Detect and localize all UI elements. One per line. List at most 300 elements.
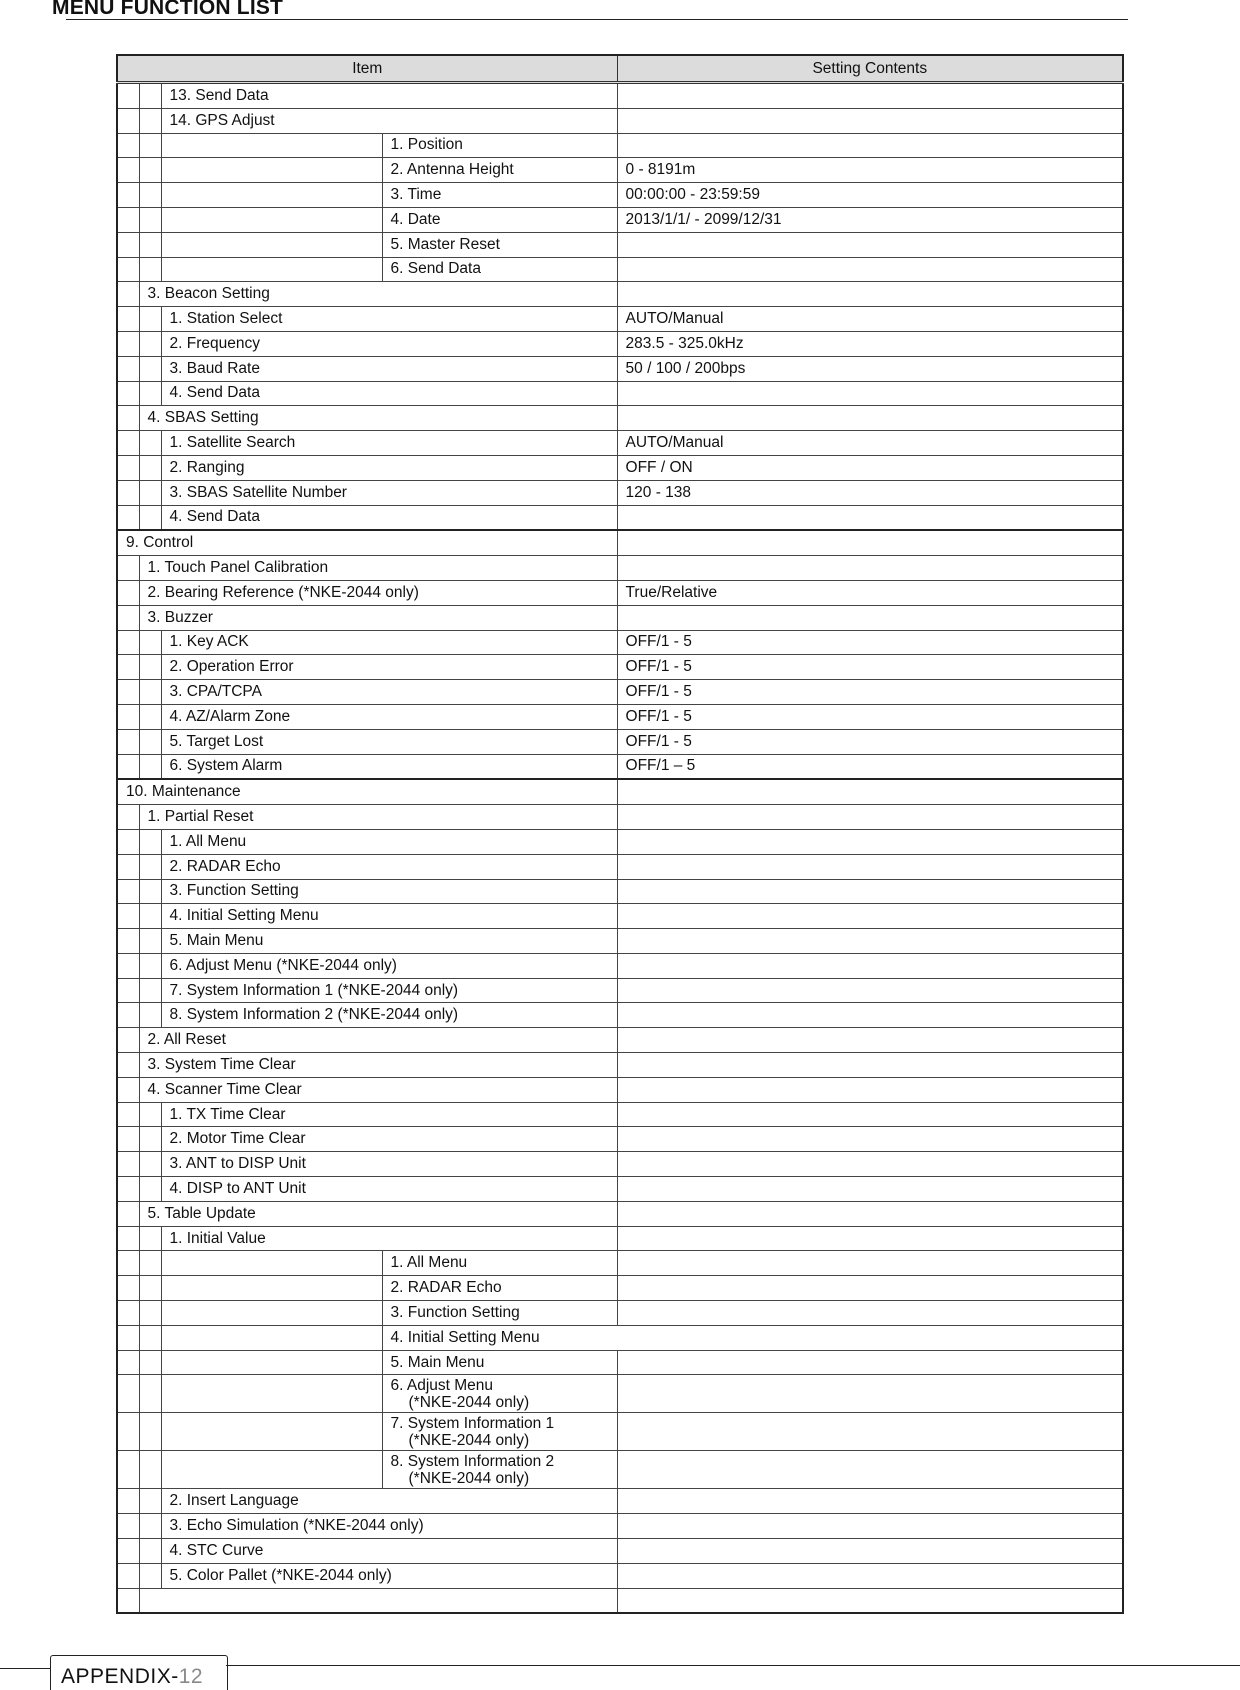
indent-cell xyxy=(161,1451,382,1489)
indent-cell xyxy=(161,1375,382,1413)
setting-cell: 283.5 - 325.0kHz xyxy=(617,331,1123,356)
setting-cell xyxy=(617,1053,1123,1078)
page-number xyxy=(61,1665,203,1689)
item-cell: 6. System Alarm xyxy=(161,754,617,779)
item-note: (*NKE-2044 only) xyxy=(408,1393,530,1411)
indent-cell xyxy=(139,1350,161,1375)
item-cell: 2. Operation Error xyxy=(161,655,617,680)
item-cell: 14. GPS Adjust xyxy=(161,108,617,133)
setting-cell xyxy=(617,1588,1123,1613)
item-cell xyxy=(382,1413,617,1451)
table-row xyxy=(117,779,1123,804)
indent-cell xyxy=(117,953,139,978)
indent-cell xyxy=(139,1152,161,1177)
indent-cell xyxy=(117,331,139,356)
setting-cell xyxy=(617,83,1123,109)
item-cell: 5. Table Update xyxy=(139,1201,617,1226)
indent-cell xyxy=(117,1514,139,1539)
setting-cell xyxy=(617,605,1123,630)
table-row xyxy=(117,805,1123,830)
setting-cell xyxy=(617,282,1123,307)
item-cell: 1. Partial Reset xyxy=(139,805,617,830)
item-cell: 4. Send Data xyxy=(161,505,617,530)
indent-cell xyxy=(117,655,139,680)
indent-cell xyxy=(139,1413,161,1451)
setting-cell xyxy=(617,1177,1123,1202)
indent-cell xyxy=(139,1102,161,1127)
setting-cell xyxy=(617,133,1123,158)
table-row xyxy=(117,1177,1123,1202)
item-cell: 3. Time xyxy=(382,183,617,208)
setting-cell xyxy=(617,257,1123,282)
indent-cell xyxy=(117,406,139,431)
table-row xyxy=(117,655,1123,680)
table-row xyxy=(117,904,1123,929)
indent-cell xyxy=(117,232,139,257)
item-cell: 3. SBAS Satellite Number xyxy=(161,480,617,505)
indent-cell xyxy=(117,904,139,929)
menu-function-table xyxy=(116,54,1124,1614)
item-cell: 3. Baud Rate xyxy=(161,356,617,381)
table-row xyxy=(117,854,1123,879)
indent-cell xyxy=(139,879,161,904)
indent-cell xyxy=(117,1350,139,1375)
item-cell: 5. Main Menu xyxy=(382,1350,617,1375)
table-row xyxy=(117,1514,1123,1539)
indent-cell xyxy=(139,1539,161,1564)
item-cell: 4. DISP to ANT Unit xyxy=(161,1177,617,1202)
indent-cell xyxy=(139,1325,161,1350)
table-row xyxy=(117,605,1123,630)
setting-cell xyxy=(617,1514,1123,1539)
item-cell: 1. TX Time Clear xyxy=(161,1102,617,1127)
setting-cell xyxy=(617,879,1123,904)
indent-cell xyxy=(139,158,161,183)
header-setting-contents: Setting Contents xyxy=(617,55,1123,83)
indent-cell xyxy=(139,431,161,456)
item-cell: 10. Maintenance xyxy=(117,779,617,804)
indent-cell xyxy=(117,805,139,830)
item-cell: 3. System Time Clear xyxy=(139,1053,617,1078)
setting-cell xyxy=(617,1028,1123,1053)
item-cell: 4. STC Curve xyxy=(161,1539,617,1564)
table-row xyxy=(117,1276,1123,1301)
item-cell: 4. Send Data xyxy=(161,381,617,406)
item-cell: 1. Touch Panel Calibration xyxy=(139,556,617,581)
indent-cell xyxy=(117,580,139,605)
setting-cell: OFF/1 – 5 xyxy=(617,754,1123,779)
indent-cell xyxy=(139,704,161,729)
item-cell: 4. Scanner Time Clear xyxy=(139,1077,617,1102)
setting-cell xyxy=(617,1413,1123,1451)
indent-cell xyxy=(117,1028,139,1053)
indent-cell xyxy=(161,183,382,208)
page-title: MENU FUNCTION LIST xyxy=(52,0,284,19)
indent-cell xyxy=(117,1451,139,1489)
item-cell xyxy=(382,1375,617,1413)
table-row xyxy=(117,953,1123,978)
setting-cell xyxy=(617,929,1123,954)
indent-cell xyxy=(139,1251,161,1276)
indent-cell xyxy=(139,133,161,158)
table-row xyxy=(117,1053,1123,1078)
setting-cell: 120 - 138 xyxy=(617,480,1123,505)
item-cell: 2. RADAR Echo xyxy=(161,854,617,879)
item-cell: 4. SBAS Setting xyxy=(139,406,617,431)
setting-cell: OFF/1 - 5 xyxy=(617,655,1123,680)
table-row xyxy=(117,1451,1123,1489)
table-row xyxy=(117,257,1123,282)
item-cell: 1. All Menu xyxy=(382,1251,617,1276)
setting-cell xyxy=(617,829,1123,854)
indent-cell xyxy=(117,307,139,332)
footer-page: 12 xyxy=(178,1665,204,1688)
indent-cell xyxy=(117,455,139,480)
item-cell: 1. Position xyxy=(382,133,617,158)
indent-cell xyxy=(117,381,139,406)
indent-cell xyxy=(117,729,139,754)
item-cell: 5. Main Menu xyxy=(161,929,617,954)
table-row xyxy=(117,207,1123,232)
indent-cell xyxy=(139,505,161,530)
table-row xyxy=(117,505,1123,530)
footer-rule xyxy=(226,1665,1240,1666)
item-cell: 3. CPA/TCPA xyxy=(161,680,617,705)
table-row xyxy=(117,381,1123,406)
item-cell: 13. Send Data xyxy=(161,83,617,109)
table-row xyxy=(117,1301,1123,1326)
indent-cell xyxy=(117,183,139,208)
indent-cell xyxy=(139,1375,161,1413)
indent-cell xyxy=(117,829,139,854)
item-cell: 4. Initial Setting Menu xyxy=(382,1325,1123,1350)
indent-cell xyxy=(117,1226,139,1251)
indent-cell xyxy=(161,158,382,183)
item-cell: 2. RADAR Echo xyxy=(382,1276,617,1301)
item-cell: 4. AZ/Alarm Zone xyxy=(161,704,617,729)
item-cell: 9. Control xyxy=(117,530,617,555)
table-row xyxy=(117,1563,1123,1588)
item-cell: 4. Date xyxy=(382,207,617,232)
table-row xyxy=(117,1127,1123,1152)
indent-cell xyxy=(139,754,161,779)
title-rule xyxy=(66,19,1128,20)
item-label: 8. System Information 2 xyxy=(390,1452,555,1470)
indent-cell xyxy=(117,1301,139,1326)
table-row xyxy=(117,680,1123,705)
indent-cell xyxy=(117,1177,139,1202)
item-note: (*NKE-2044 only) xyxy=(408,1469,530,1487)
table-row xyxy=(117,1226,1123,1251)
table-row xyxy=(117,1539,1123,1564)
indent-cell xyxy=(117,282,139,307)
item-cell: 1. Key ACK xyxy=(161,630,617,655)
table-row xyxy=(117,704,1123,729)
indent-cell xyxy=(139,1127,161,1152)
item-note: (*NKE-2044 only) xyxy=(408,1431,530,1449)
indent-cell xyxy=(117,1588,139,1613)
table-row xyxy=(117,83,1123,109)
indent-cell xyxy=(139,1451,161,1489)
setting-cell: 0 - 8191m xyxy=(617,158,1123,183)
indent-cell xyxy=(139,953,161,978)
item-cell: 2. Antenna Height xyxy=(382,158,617,183)
indent-cell xyxy=(117,1539,139,1564)
indent-cell xyxy=(139,904,161,929)
item-cell: 3. Echo Simulation (*NKE-2044 only) xyxy=(161,1514,617,1539)
indent-cell xyxy=(117,605,139,630)
table-row xyxy=(117,431,1123,456)
header-item: Item xyxy=(117,55,617,83)
item-cell: 4. Initial Setting Menu xyxy=(161,904,617,929)
table-row xyxy=(117,829,1123,854)
indent-cell xyxy=(161,1301,382,1326)
indent-cell xyxy=(139,1003,161,1028)
indent-cell xyxy=(139,1177,161,1202)
setting-cell: OFF/1 - 5 xyxy=(617,680,1123,705)
item-cell: 7. System Information 1 (*NKE-2044 only) xyxy=(161,978,617,1003)
setting-cell xyxy=(617,1003,1123,1028)
setting-cell xyxy=(617,1127,1123,1152)
table-row xyxy=(117,1077,1123,1102)
indent-cell xyxy=(139,854,161,879)
setting-cell: True/Relative xyxy=(617,580,1123,605)
indent-cell xyxy=(117,505,139,530)
indent-cell xyxy=(161,257,382,282)
indent-cell xyxy=(139,1301,161,1326)
indent-cell xyxy=(139,1226,161,1251)
indent-cell xyxy=(139,207,161,232)
item-cell: 1. Satellite Search xyxy=(161,431,617,456)
indent-cell xyxy=(139,480,161,505)
indent-cell xyxy=(117,356,139,381)
table-header-row xyxy=(117,55,1123,83)
table-row xyxy=(117,1102,1123,1127)
setting-cell xyxy=(617,530,1123,555)
setting-cell xyxy=(617,1375,1123,1413)
table-row xyxy=(117,331,1123,356)
indent-cell xyxy=(117,480,139,505)
setting-cell xyxy=(617,1102,1123,1127)
setting-cell xyxy=(617,1077,1123,1102)
indent-cell xyxy=(117,630,139,655)
item-cell: 3. Function Setting xyxy=(382,1301,617,1326)
indent-cell xyxy=(117,83,139,109)
item-label: 6. Adjust Menu xyxy=(390,1376,494,1394)
indent-cell xyxy=(139,1489,161,1514)
setting-cell: AUTO/Manual xyxy=(617,431,1123,456)
table-row xyxy=(117,455,1123,480)
item-cell: 5. Color Pallet (*NKE-2044 only) xyxy=(161,1563,617,1588)
item-cell: 2. Motor Time Clear xyxy=(161,1127,617,1152)
table-row xyxy=(117,158,1123,183)
indent-cell xyxy=(139,331,161,356)
setting-cell xyxy=(617,1451,1123,1489)
item-cell: 1. All Menu xyxy=(161,829,617,854)
table-row xyxy=(117,580,1123,605)
table-row xyxy=(117,754,1123,779)
indent-cell xyxy=(161,232,382,257)
indent-cell xyxy=(161,133,382,158)
indent-cell xyxy=(117,1201,139,1226)
table-row xyxy=(117,1375,1123,1413)
setting-cell xyxy=(617,978,1123,1003)
indent-cell xyxy=(139,655,161,680)
item-cell xyxy=(382,1451,617,1489)
table-row xyxy=(117,480,1123,505)
setting-cell xyxy=(617,556,1123,581)
indent-cell xyxy=(117,754,139,779)
setting-cell xyxy=(617,953,1123,978)
setting-cell xyxy=(617,381,1123,406)
indent-cell xyxy=(161,1276,382,1301)
table-row xyxy=(117,356,1123,381)
indent-cell xyxy=(117,1251,139,1276)
item-cell: 2. Frequency xyxy=(161,331,617,356)
item-cell: 2. All Reset xyxy=(139,1028,617,1053)
setting-cell xyxy=(617,1489,1123,1514)
indent-cell xyxy=(117,133,139,158)
setting-cell xyxy=(617,1563,1123,1588)
setting-cell xyxy=(617,406,1123,431)
indent-cell xyxy=(139,829,161,854)
item-cell: 1. Station Select xyxy=(161,307,617,332)
table-row xyxy=(117,1489,1123,1514)
indent-cell xyxy=(117,1053,139,1078)
item-cell xyxy=(139,1588,617,1613)
setting-cell xyxy=(617,904,1123,929)
table-row xyxy=(117,1003,1123,1028)
table-row xyxy=(117,556,1123,581)
indent-cell xyxy=(139,356,161,381)
footer-prefix: APPENDIX- xyxy=(61,1665,179,1688)
setting-cell xyxy=(617,505,1123,530)
setting-cell: OFF/1 - 5 xyxy=(617,704,1123,729)
indent-cell xyxy=(161,1251,382,1276)
indent-cell xyxy=(139,1276,161,1301)
item-cell: 3. Buzzer xyxy=(139,605,617,630)
setting-cell xyxy=(617,232,1123,257)
table-body xyxy=(117,83,1123,1614)
setting-cell: AUTO/Manual xyxy=(617,307,1123,332)
setting-cell xyxy=(617,108,1123,133)
indent-cell xyxy=(117,1102,139,1127)
table-row xyxy=(117,406,1123,431)
footer-rule-left xyxy=(0,1668,52,1669)
table-row xyxy=(117,1413,1123,1451)
table-row xyxy=(117,630,1123,655)
item-label: 7. System Information 1 xyxy=(390,1414,555,1432)
setting-cell: OFF/1 - 5 xyxy=(617,630,1123,655)
setting-cell xyxy=(617,1152,1123,1177)
indent-cell xyxy=(117,257,139,282)
setting-cell: OFF/1 - 5 xyxy=(617,729,1123,754)
item-cell: 2. Ranging xyxy=(161,455,617,480)
setting-cell xyxy=(617,1226,1123,1251)
setting-cell: 00:00:00 - 23:59:59 xyxy=(617,183,1123,208)
indent-cell xyxy=(117,1127,139,1152)
setting-cell xyxy=(617,779,1123,804)
item-cell: 6. Send Data xyxy=(382,257,617,282)
item-cell: 5. Target Lost xyxy=(161,729,617,754)
indent-cell xyxy=(117,556,139,581)
indent-cell xyxy=(117,1152,139,1177)
indent-cell xyxy=(117,854,139,879)
indent-cell xyxy=(117,1375,139,1413)
indent-cell xyxy=(139,1563,161,1588)
item-cell: 3. Beacon Setting xyxy=(139,282,617,307)
indent-cell xyxy=(117,1563,139,1588)
indent-cell xyxy=(139,455,161,480)
indent-cell xyxy=(117,1489,139,1514)
table-row xyxy=(117,978,1123,1003)
item-cell: 2. Bearing Reference (*NKE-2044 only) xyxy=(139,580,617,605)
table-row xyxy=(117,729,1123,754)
indent-cell xyxy=(139,680,161,705)
table-row xyxy=(117,1251,1123,1276)
indent-cell xyxy=(139,729,161,754)
indent-cell xyxy=(117,1413,139,1451)
table-row xyxy=(117,133,1123,158)
indent-cell xyxy=(117,1325,139,1350)
setting-cell xyxy=(617,805,1123,830)
item-cell: 2. Insert Language xyxy=(161,1489,617,1514)
indent-cell xyxy=(139,232,161,257)
indent-cell xyxy=(117,704,139,729)
indent-cell xyxy=(117,929,139,954)
indent-cell xyxy=(139,257,161,282)
indent-cell xyxy=(139,108,161,133)
setting-cell xyxy=(617,854,1123,879)
indent-cell xyxy=(161,1325,382,1350)
indent-cell xyxy=(161,1413,382,1451)
table-row xyxy=(117,929,1123,954)
indent-cell xyxy=(161,207,382,232)
indent-cell xyxy=(117,431,139,456)
indent-cell xyxy=(139,307,161,332)
indent-cell xyxy=(117,1276,139,1301)
table-row xyxy=(117,307,1123,332)
indent-cell xyxy=(139,1514,161,1539)
setting-cell xyxy=(617,1350,1123,1375)
table-row xyxy=(117,1350,1123,1375)
indent-cell xyxy=(117,158,139,183)
table-row xyxy=(117,879,1123,904)
table-row xyxy=(117,1028,1123,1053)
setting-cell xyxy=(617,1301,1123,1326)
indent-cell xyxy=(139,183,161,208)
indent-cell xyxy=(139,381,161,406)
indent-cell xyxy=(139,929,161,954)
item-cell: 6. Adjust Menu (*NKE-2044 only) xyxy=(161,953,617,978)
indent-cell xyxy=(117,108,139,133)
indent-cell xyxy=(139,978,161,1003)
setting-cell xyxy=(617,1539,1123,1564)
setting-cell: OFF / ON xyxy=(617,455,1123,480)
indent-cell xyxy=(117,879,139,904)
table-row xyxy=(117,530,1123,555)
indent-cell xyxy=(161,1350,382,1375)
item-cell: 1. Initial Value xyxy=(161,1226,617,1251)
item-cell: 3. ANT to DISP Unit xyxy=(161,1152,617,1177)
indent-cell xyxy=(117,978,139,1003)
item-cell: 3. Function Setting xyxy=(161,879,617,904)
table-row xyxy=(117,183,1123,208)
table-row xyxy=(117,108,1123,133)
setting-cell: 50 / 100 / 200bps xyxy=(617,356,1123,381)
table-row xyxy=(117,1325,1123,1350)
table-row xyxy=(117,1588,1123,1613)
